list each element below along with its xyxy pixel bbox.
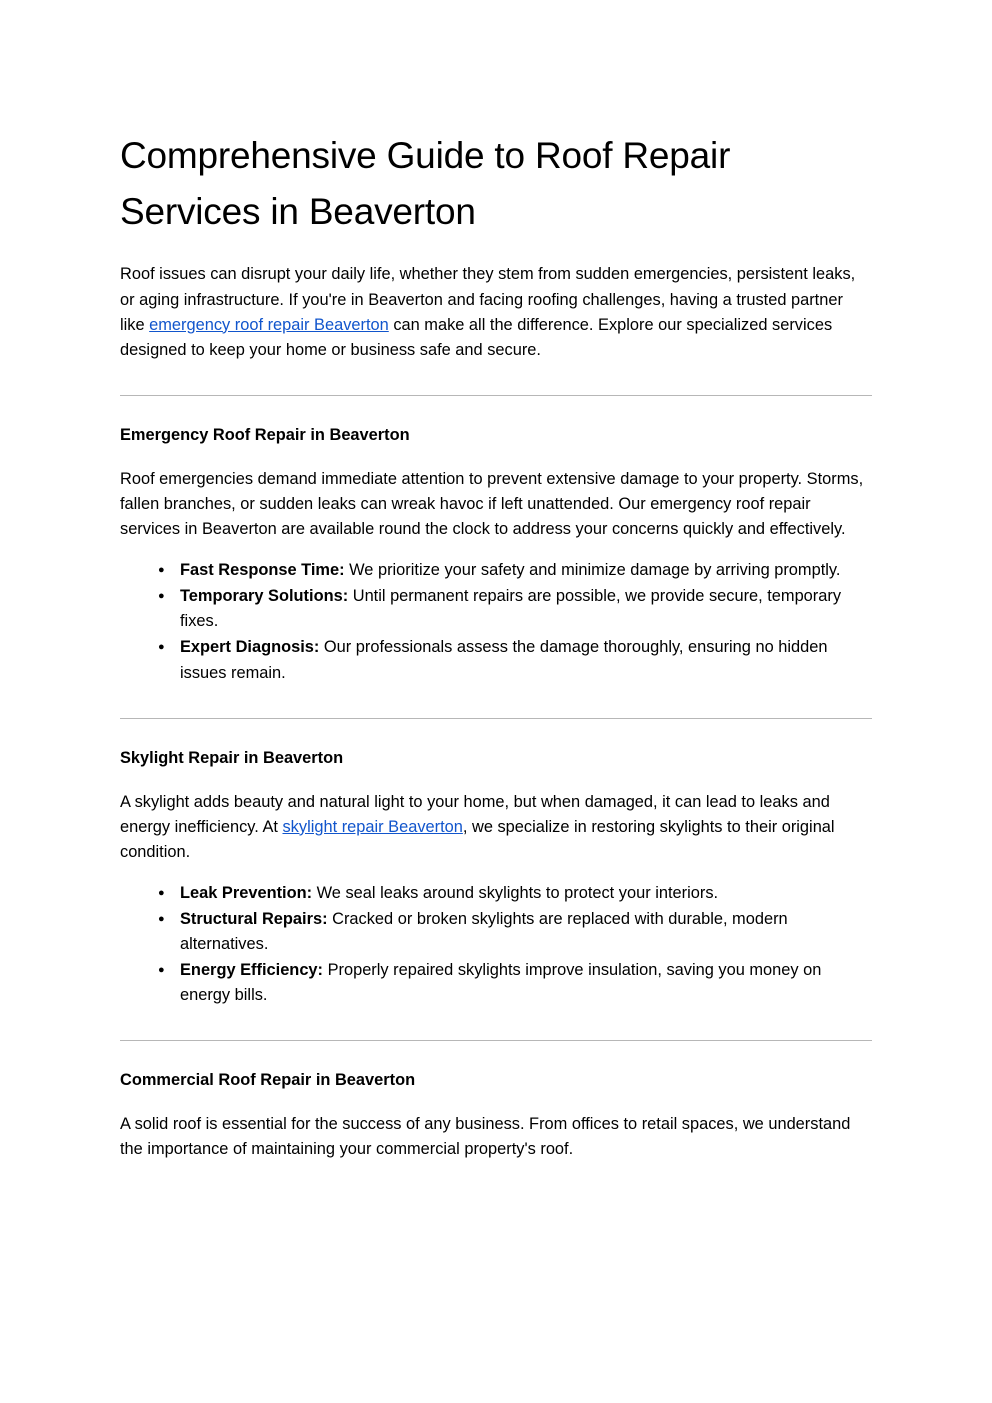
list-item: [180, 881, 872, 906]
section-divider-1: [120, 395, 872, 396]
bullet-list-skylight: [120, 881, 872, 1008]
intro-text-part1: Roof issues can disrupt your daily life, whether they stem from sudden emergencies, persistent leaks, or aging infrastructure. If you're in Beaverton and facing roofing challenges, having a trusted partner like: [120, 265, 856, 334]
skylight-text-part1: A skylight adds beauty and natural light to your home, but when damaged, it can lead to leaks and energy inefficiency. At: [120, 792, 830, 836]
list-item-text: Until permanent repairs are possible, we provide secure, temporary fixes.: [180, 587, 842, 631]
list-item-lead: Expert Diagnosis:: [180, 638, 320, 657]
list-item-text: Cracked or broken skylights are replaced with durable, modern alternatives.: [180, 909, 788, 954]
list-item-text: Properly repaired skylights improve insulation, saving you money on energy bills.: [180, 961, 822, 1005]
list-item-text: We seal leaks around skylights to protect your interiors.: [312, 883, 719, 902]
intro-text-part2: can make all the difference. Explore our specialized services designed to keep your home or business safe and secure.: [120, 315, 833, 359]
list-item: [180, 958, 872, 1008]
section-divider-2: [120, 718, 872, 719]
list-item-lead: Structural Repairs:: [180, 909, 328, 928]
section-heading-commercial: Commercial Roof Repair in Beaverton: [120, 1071, 416, 1090]
list-item-lead: Fast Response Time:: [180, 561, 345, 580]
section-paragraph-skylight: [120, 790, 872, 865]
list-item-text: We prioritize your safety and minimize damage by arriving promptly.: [344, 561, 841, 580]
emergency-roof-repair-link[interactable]: emergency roof repair Beaverton: [149, 315, 389, 334]
intro-paragraph: [120, 262, 872, 362]
bullet-list-emergency: [120, 558, 872, 685]
section-divider-3: [120, 1040, 872, 1041]
list-item: [180, 907, 872, 957]
list-item-lead: Temporary Solutions:: [180, 587, 349, 606]
page-title: Comprehensive Guide to Roof Repair Services in Beaverton: [120, 135, 731, 233]
section-heading-emergency: Emergency Roof Repair in Beaverton: [120, 425, 410, 444]
list-item: [180, 558, 872, 583]
list-item-lead: Leak Prevention:: [180, 883, 313, 902]
list-item: [180, 584, 872, 634]
skylight-repair-link[interactable]: skylight repair Beaverton: [282, 817, 463, 836]
list-item-text: Our professionals assess the damage thoroughly, ensuring no hidden issues remain.: [180, 638, 828, 682]
list-item-lead: Energy Efficiency:: [180, 961, 324, 980]
section-heading-skylight: Skylight Repair in Beaverton: [120, 748, 344, 767]
section-paragraph-emergency: Roof emergencies demand immediate attention to prevent extensive damage to your property. Storms, fallen branches, or sudden leaks can wreak havoc if left unattended. Our emergency roof repair services in Beaverton are available round the clock to address your concerns quickly and effectively.: [120, 469, 864, 539]
section-paragraph-commercial: A solid roof is essential for the success of any business. From offices to retail spaces, we understand the importance of maintaining your commercial property's roof.: [120, 1115, 851, 1159]
list-item: [180, 635, 872, 685]
skylight-text-part2: , we specialize in restoring skylights to their original condition.: [120, 817, 835, 861]
